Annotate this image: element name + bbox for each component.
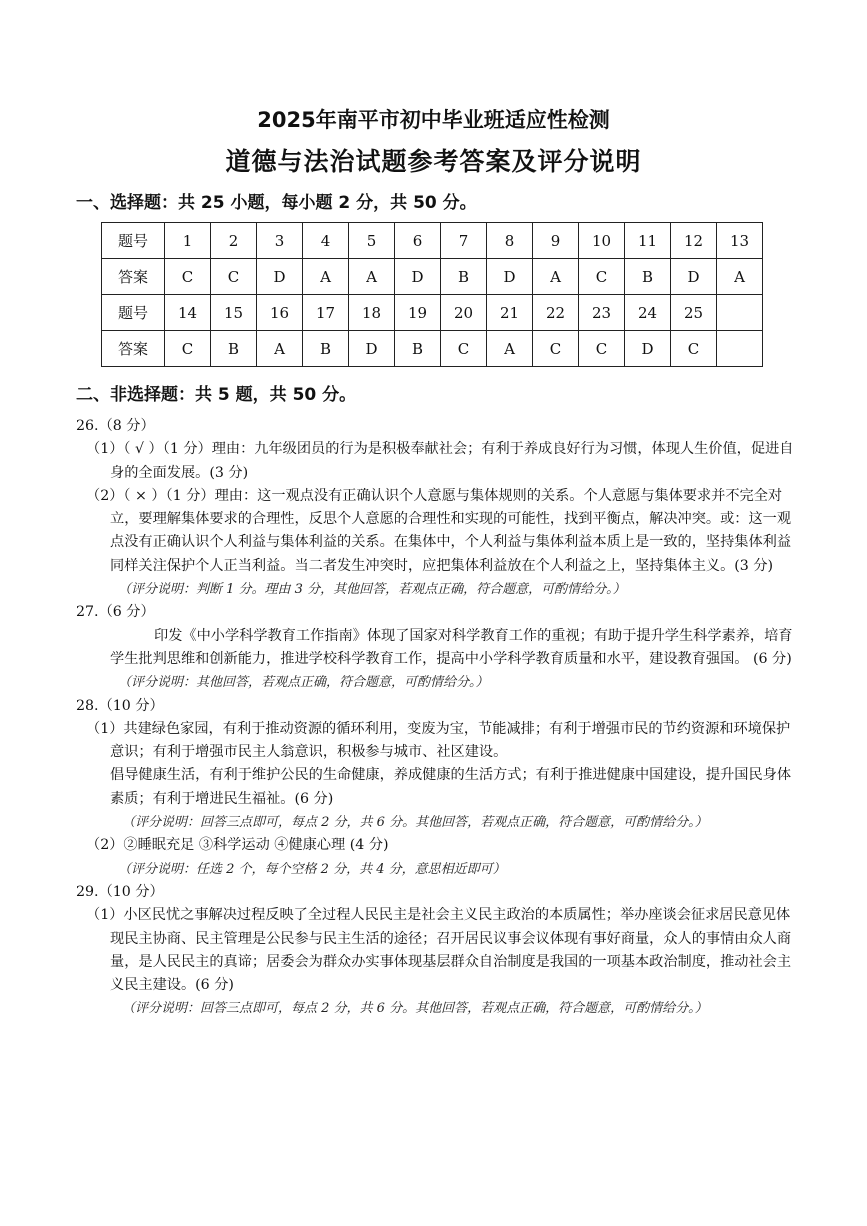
- table-row-answers: [102, 259, 763, 295]
- table-cell: D: [395, 259, 441, 295]
- table-cell: 14: [165, 295, 211, 331]
- table-cell: A: [257, 331, 303, 367]
- table-cell: 25: [671, 295, 717, 331]
- table-cell: B: [441, 259, 487, 295]
- table-cell: D: [671, 259, 717, 295]
- page-subtitle: 道德与法治试题参考答案及评分说明: [225, 147, 642, 176]
- q29-heading: 29.（10 分）: [76, 883, 164, 900]
- table-cell: 18: [349, 295, 395, 331]
- table-row-answers: [102, 331, 763, 367]
- table-cell: 19: [395, 295, 441, 331]
- table-cell: 16: [257, 295, 303, 331]
- table-cell: 9: [533, 223, 579, 259]
- q28-scoring-note1: （评分说明：回答三点即可，每点 2 分，共 6 分。其他回答，若观点正确，符合题意，可酌情给分。）: [122, 815, 708, 831]
- table-cell: C: [165, 331, 211, 367]
- table-cell: 22: [533, 295, 579, 331]
- table-cell: B: [303, 331, 349, 367]
- table-cell: 15: [211, 295, 257, 331]
- table-row-label: 答案: [102, 331, 165, 367]
- answer-table: [101, 222, 763, 367]
- section1-heading: 一、选择题：共 25 小题，每小题 2 分，共 50 分。: [76, 193, 477, 213]
- table-cell: A: [303, 259, 349, 295]
- table-cell: A: [533, 259, 579, 295]
- table-cell: 24: [625, 295, 671, 331]
- table-cell: 7: [441, 223, 487, 259]
- table-row-label: 题号: [102, 295, 165, 331]
- table-cell: 3: [257, 223, 303, 259]
- table-cell: 11: [625, 223, 671, 259]
- q27-answer: 印发《中小学科学教育工作指南》体现了国家对科学教育工作的重视；有助于提升学生科学素养，培育学生批判思维和创新能力，推进学校科学教育工作，提高中小学科学教育质量和水平，建设教育强国。 (6 分): [110, 627, 793, 667]
- table-cell: 2: [211, 223, 257, 259]
- table-cell: 21: [487, 295, 533, 331]
- table-cell: C: [441, 331, 487, 367]
- table-cell: B: [625, 259, 671, 295]
- answers-body: [76, 415, 801, 1021]
- table-cell: D: [625, 331, 671, 367]
- table-cell: 17: [303, 295, 349, 331]
- table-cell: 5: [349, 223, 395, 259]
- table-row-label: 答案: [102, 259, 165, 295]
- table-cell: [717, 295, 763, 331]
- table-cell: B: [211, 331, 257, 367]
- q28-scoring-note2: （评分说明：任选 2 个，每个空格 2 分，共 4 分，意思相近即可）: [118, 861, 506, 877]
- q27-scoring-note: （评分说明：其他回答，若观点正确，符合题意，可酌情给分。）: [118, 675, 489, 691]
- q29-part1: （1）小区民忧之事解决过程反映了全过程人民民主是社会主义民主政治的本质属性；举办座谈会征求居民意见体现民主协商、民主管理是公民参与民主生活的途径；召开居民议事会议体现有事好商量，众人的事情由众人商量，是人民民主的真谛；居委会为群众办实事体现基层群众自治制度是我国的一项基本政治制度，推动社会主义民主建设。(6 分): [86, 907, 792, 994]
- page-title: 2025年南平市初中毕业班适应性检测: [257, 108, 610, 132]
- table-cell: 13: [717, 223, 763, 259]
- q28-part2: （2）②睡眠充足 ③科学运动 ④健康心理 (4 分): [86, 837, 389, 854]
- q26-heading: 26.（8 分）: [76, 418, 155, 434]
- section2-heading: 二、非选择题：共 5 题，共 50 分。: [76, 385, 357, 405]
- table-cell: A: [349, 259, 395, 295]
- table-row-label: 题号: [102, 223, 165, 259]
- table-cell: 20: [441, 295, 487, 331]
- table-cell: C: [579, 331, 625, 367]
- table-cell: 8: [487, 223, 533, 259]
- q26-scoring-note: （评分说明：判断 1 分。理由 3 分，其他回答，若观点正确，符合题意，可酌情给分。）: [118, 582, 626, 598]
- table-cell: 4: [303, 223, 349, 259]
- table-row-numbers: [102, 223, 763, 259]
- table-cell: 1: [165, 223, 211, 259]
- table-cell: C: [165, 259, 211, 295]
- table-cell: D: [257, 259, 303, 295]
- q26-part2: （2）（ × ）（1 分）理由：这一观点没有正确认识个人意愿与集体规则的关系。个人意愿与集体要求并不完全对立，要理解集体要求的合理性，反思个人意愿的合理性和实现的可能性，找到平衡点，解决冲突。或：这一观点没有正确认识个人利益与集体利益的关系。在集体中，个人利益与集体利益本质上是一致的，坚持集体利益同样关注保护个人正当利益。当二者发生冲突时，应把集体利益放在个人利益之上，坚持集体主义。(3 分): [86, 487, 792, 574]
- table-cell: [717, 331, 763, 367]
- q28-heading: 28.（10 分）: [76, 697, 164, 714]
- table-cell: 12: [671, 223, 717, 259]
- table-cell: A: [487, 331, 533, 367]
- table-cell: A: [717, 259, 763, 295]
- table-cell: 10: [579, 223, 625, 259]
- q27-heading: 27.（6 分）: [76, 604, 155, 621]
- table-cell: C: [579, 259, 625, 295]
- table-cell: B: [395, 331, 441, 367]
- table-cell: C: [671, 331, 717, 367]
- table-row-numbers: [102, 295, 763, 331]
- table-cell: C: [533, 331, 579, 367]
- table-cell: 23: [579, 295, 625, 331]
- q28-part1-cont: 倡导健康生活，有利于维护公民的生命健康，养成健康的生活方式；有利于推进健康中国建设，提升国民身体素质；有利于增进民生福祉。(6 分): [110, 767, 792, 807]
- q29-scoring-note: （评分说明：回答三点即可，每点 2 分，共 6 分。其他回答，若观点正确，符合题意，可酌情给分。）: [122, 1001, 708, 1017]
- table-cell: 6: [395, 223, 441, 259]
- table-cell: D: [349, 331, 395, 367]
- q26-part1: （1）（ √ ）（1 分）理由：九年级团员的行为是积极奉献社会；有利于养成良好行为习惯，体现人生价值，促进自身的全面发展。(3 分): [86, 441, 794, 481]
- table-cell: D: [487, 259, 533, 295]
- q28-part1: （1）共建绿色家园，有利于推动资源的循环利用，变废为宝，节能减排；有利于增强市民的节约资源和环境保护意识；有利于增强市民主人翁意识，积极参与城市、社区建设。: [86, 720, 791, 761]
- table-cell: C: [211, 259, 257, 295]
